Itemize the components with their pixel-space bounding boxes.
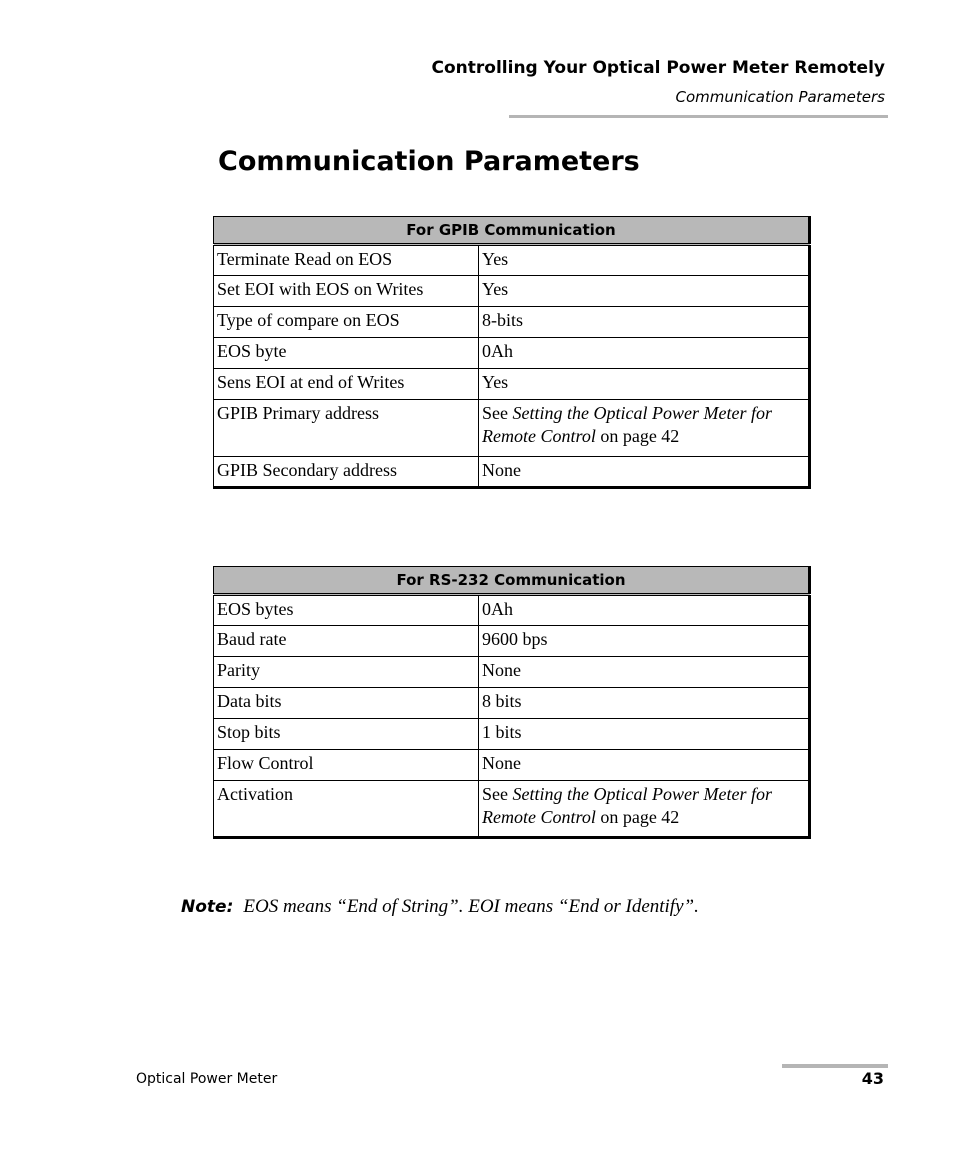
param-name: Flow Control [214,750,479,781]
param-name: Stop bits [214,719,479,750]
param-value [479,781,810,838]
value-prefix: See [482,784,513,804]
gpib-parameters-table [213,216,811,489]
value-suffix: on page 42 [595,807,680,827]
param-value [479,400,810,457]
table-row [214,457,810,488]
table-row [214,719,810,750]
running-header-section-title: Communication Parameters [675,88,885,106]
table-row [214,400,810,457]
param-name: Sens EOI at end of Writes [214,369,479,400]
value-suffix: on page 42 [595,426,680,446]
table-row [214,750,810,781]
param-value: 8 bits [479,688,810,719]
table-row [214,369,810,400]
table-row [214,688,810,719]
page-number: 43 [861,1069,884,1088]
gpib-table-heading: For GPIB Communication [214,217,810,245]
param-value: Yes [479,276,810,307]
param-value: 9600 bps [479,626,810,657]
running-header-chapter-title: Controlling Your Optical Power Meter Remotely [431,58,885,78]
table-row [214,307,810,338]
rs232-parameters-table [213,566,811,839]
note-label: Note: [181,897,234,917]
table-row [214,276,810,307]
param-name: Set EOI with EOS on Writes [214,276,479,307]
table-row [214,781,810,838]
note-text: EOS means “End of String”. EOI means “End or Identify”. [243,896,699,917]
param-value: 0Ah [479,595,810,626]
table-row [214,657,810,688]
table-row [214,338,810,369]
rs232-table-heading: For RS-232 Communication [214,567,810,595]
note [181,896,699,918]
param-value: 1 bits [479,719,810,750]
table-row [214,595,810,626]
footer-rule [782,1064,888,1068]
param-name: Data bits [214,688,479,719]
param-name: Terminate Read on EOS [214,245,479,276]
cross-reference-link[interactable]: Setting the Optical Power Meter for Remote Control [482,403,772,446]
param-value: 0Ah [479,338,810,369]
param-name: EOS byte [214,338,479,369]
param-value: Yes [479,245,810,276]
param-name: Activation [214,781,479,838]
param-name: EOS bytes [214,595,479,626]
table-row [214,626,810,657]
cross-reference-link[interactable]: Setting the Optical Power Meter for Remote Control [482,784,772,827]
footer-product-name: Optical Power Meter [136,1071,278,1087]
param-name: Baud rate [214,626,479,657]
param-name: GPIB Primary address [214,400,479,457]
param-value: Yes [479,369,810,400]
page-title: Communication Parameters [218,146,640,177]
param-value: 8-bits [479,307,810,338]
param-name: GPIB Secondary address [214,457,479,488]
param-value: None [479,457,810,488]
value-prefix: See [482,403,513,423]
table-row [214,245,810,276]
param-name: Parity [214,657,479,688]
param-value: None [479,657,810,688]
param-value: None [479,750,810,781]
header-rule [509,115,888,118]
param-name: Type of compare on EOS [214,307,479,338]
